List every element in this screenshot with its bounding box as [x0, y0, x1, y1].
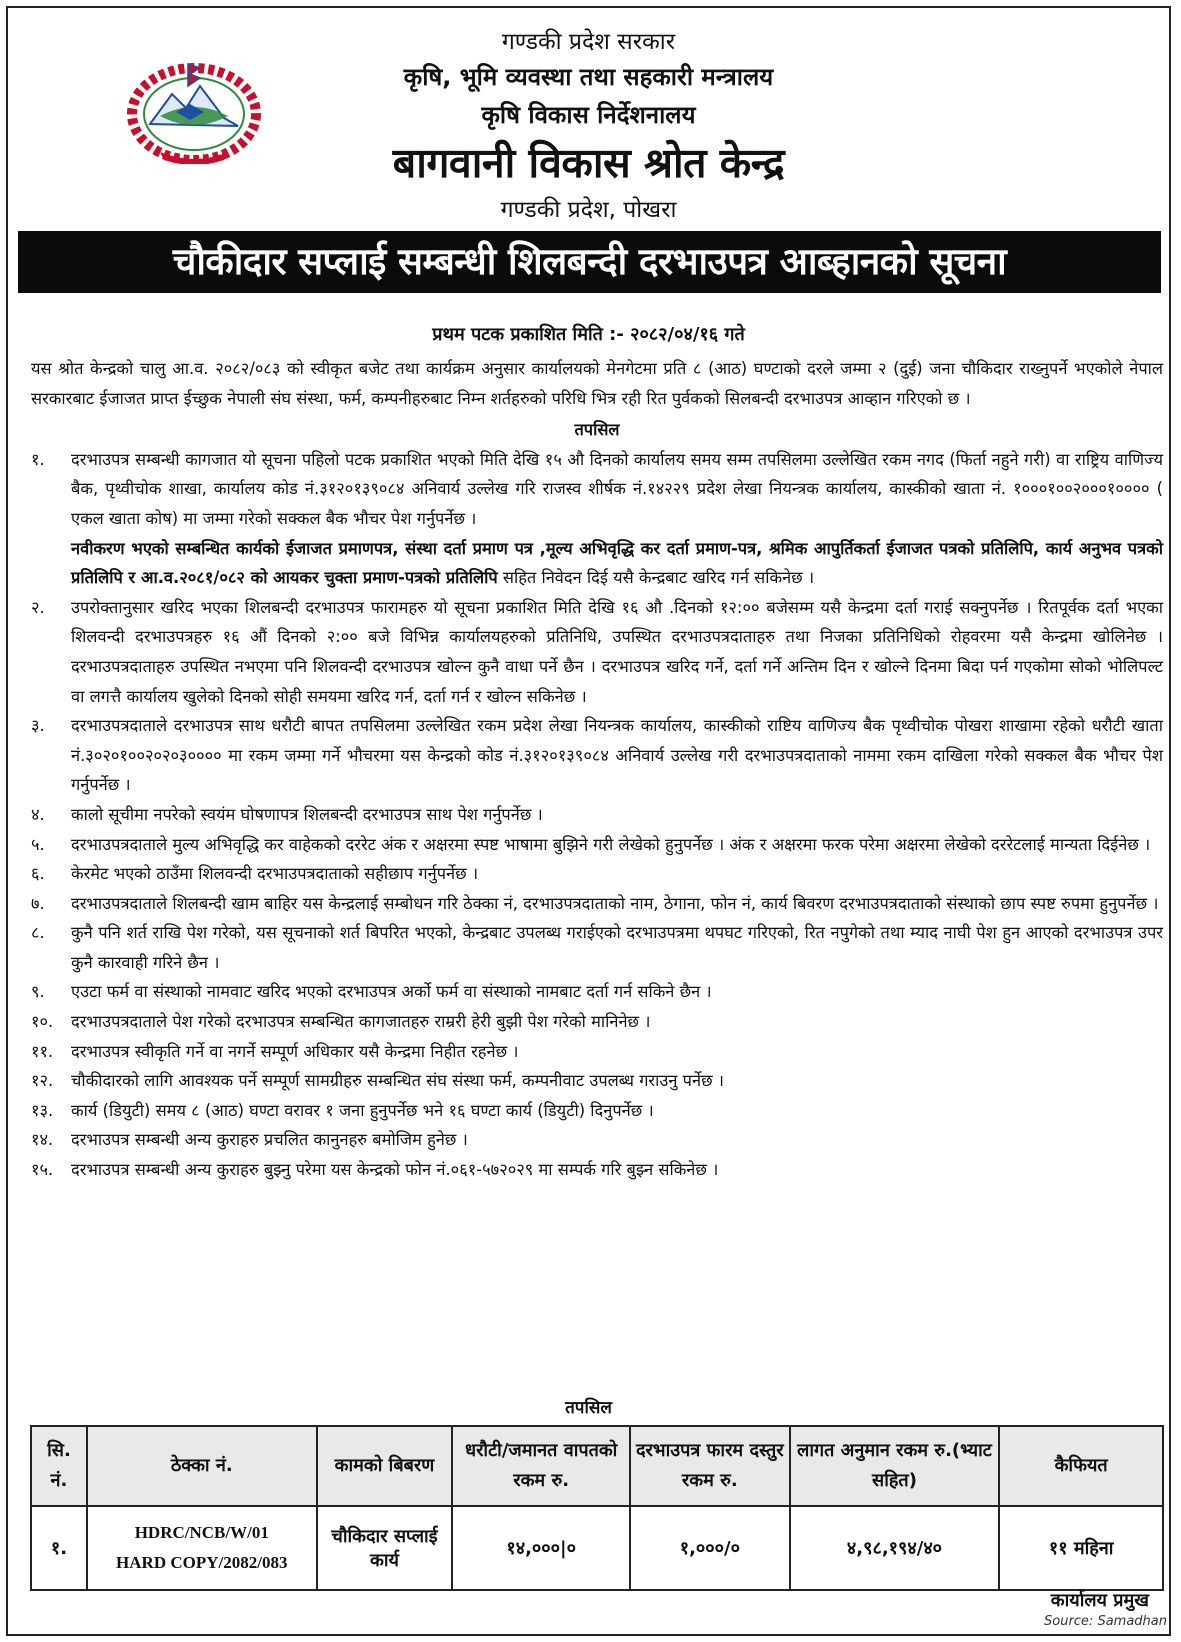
item-text: दरभाउपत्र सम्बन्धी अन्य कुराहरु बुझ्नु परेमा यस केन्द्रको फोन नं.०६१-५७२०२९ मा सम्पर्क गरि बुझ्न सकिनेछ । [71, 1160, 719, 1180]
column-header: दरभाउपत्र फारम दस्तुर रकम रु. [630, 1426, 790, 1506]
item-number: ३. [31, 716, 45, 736]
item-number: १२. [31, 1071, 54, 1091]
item-number: ५. [31, 834, 45, 854]
item-text: दरभाउपत्रदाताले दरभाउपत्र साथ धरौटी बापत तपसिलमा उल्लेखित रकम प्रदेश लेखा नियन्त्रक कार्यालय, कास्कीको राष्टिय वाणिज्य बैक पृथ्वीचोक पोखरा शाखामा रहेको धरौटी खाता नं.३०२०१००२०२०३०००० मा रकम जम्मा गर्ने भौचरमा यस केन्द्रको कोड नं.३१२०१३९०८४ अनिवार्य उल्लेख गरी दरभाउपत्रदाताको नाममा रकम दाखिला गरेको सक्कल बैक भौचर पेश गर्नुपर्नेछ । [71, 716, 1163, 795]
ministry-name: कृषि, भूमि व्यवस्था तथा सहकारी मन्त्रालय [403, 63, 774, 91]
deposit-amount-cell: १४,०००|० [452, 1506, 630, 1590]
table-row [31, 1506, 1163, 1590]
organization-location: गण्डकी प्रदेश, पोखरा [500, 197, 677, 223]
list-item [31, 889, 1163, 919]
contract-number-line: HDRC/NCB/W/01 [134, 1523, 269, 1542]
source-credit: Source: Samadhan [1044, 1614, 1167, 1629]
notice-page [6, 6, 1171, 1636]
list-item [31, 1007, 1163, 1037]
item-number: २. [31, 597, 45, 617]
notice-body [31, 354, 1163, 1185]
item-number: १. [31, 449, 45, 469]
item-text: दरभाउपत्र स्वीकृति गर्ने वा नगर्ने सम्पूर्ण अधिकार यसै केन्द्रमा निहीत रहनेछ । [71, 1041, 519, 1061]
tender-table [30, 1425, 1164, 1591]
cost-estimate-cell: ४,९८,१९४/४० [790, 1506, 1000, 1590]
publication-date: प्रथम पटक प्रकाशित मिति :- २०८२/०४/१६ गते [432, 324, 745, 345]
list-item [31, 711, 1163, 800]
column-header: सि. नं. [31, 1426, 87, 1506]
required-documents-paragraph [71, 534, 1163, 593]
column-header: कैफियत [999, 1426, 1163, 1506]
item-number: १४. [31, 1130, 54, 1150]
column-header: लागत अनुमान रकम रु.(भ्याट सहित) [790, 1426, 1000, 1506]
item-number: ७. [31, 893, 45, 913]
notice-title-banner: चौकीदार सप्लाई सम्बन्धी शिलबन्दी दरभाउपत्र आब्हानको सूचना [18, 231, 1161, 293]
serial-number-cell: १. [31, 1506, 87, 1590]
list-item [31, 918, 1163, 977]
organization-name: बागवानी विकास श्रोत केन्द्र [392, 139, 785, 187]
item-text: दरभाउपत्रदाताले पेश गरेको दरभाउपत्र सम्बन्धित कागजातहरु राम्ररी हेरी बुझी पेश गरेको मानिनेछ । [71, 1012, 651, 1032]
signature-office-chief: कार्यालय प्रमुख [1050, 1590, 1149, 1611]
item-text: दरभाउपत्र सम्बन्धी अन्य कुराहरु प्रचलित कानुनहरु बमोजिम हुनेछ । [71, 1130, 468, 1150]
required-documents-bold: नवीकरण भएको सम्बन्धित कार्यको ईजाजत प्रमाणपत्र, संस्था दर्ता प्रमाण पत्र ,मूल्य अभिवृद्धि कर दर्ता प्रमाण-पत्र, श्रमिक आपुर्तिकर्ता ईजाजत पत्रको प्रतिलिपि, कार्य अनुभव पत्रको प्रतिलिपि र आ.व.२०८१/०८२ को आयकर चुक्ता प्रमाण-पत्रको प्रतिलिपि [71, 538, 1163, 588]
item-number: ११. [31, 1041, 54, 1061]
column-header: धरौटी/जमानत वापतको रकम रु. [452, 1426, 630, 1506]
directorate-name: कृषि विकास निर्देशनालय [481, 101, 696, 129]
item-number: ४. [31, 804, 45, 824]
item-number: ६. [31, 864, 45, 884]
required-documents-rest: सहित निवेदन दिई यसै केन्द्रबाट खरिद गर्न सकिनेछ । [497, 568, 815, 588]
list-item [31, 859, 1163, 889]
government-name: गण्डकी प्रदेश सरकार [501, 29, 676, 55]
list-item [31, 977, 1163, 1007]
table-header-row [31, 1426, 1163, 1506]
item-text: चौकीदारको लागि आवश्यक पर्ने सम्पूर्ण सामग्रीहरु सम्बन्धित संघ संस्था फर्म, कम्पनीवाट उपलब्ध गराउनु पर्नेछ । [71, 1071, 724, 1091]
item-text: कार्य (डियुटी) समय ८ (आठ) घण्टा वरावर १ जना हुनुपर्नेछ भने १६ घण्टा कार्य (डियुटी) दिनुपर्नेछ । [71, 1100, 654, 1120]
item-number: १५. [31, 1160, 54, 1180]
list-item [31, 1125, 1163, 1155]
list-item [31, 1037, 1163, 1067]
item-number: १३. [31, 1100, 54, 1120]
section-heading: तपसिल [574, 420, 620, 440]
list-item [31, 800, 1163, 830]
list-item [31, 593, 1163, 711]
item-number: ८. [31, 923, 45, 943]
table-heading: तपसिल [565, 1398, 612, 1418]
column-header: ठेक्का नं. [87, 1426, 317, 1506]
contract-number-cell [87, 1506, 317, 1590]
work-description-cell: चौकिदार सप्लाई कार्य [317, 1506, 453, 1590]
item-number: १०. [31, 1012, 54, 1032]
column-header: कामको बिबरण [317, 1426, 453, 1506]
item-text: कुनै पनि शर्त राखि पेश गरेको, यस सूचनाको शर्त बिपरित भएको, केन्द्रबाट उपलब्ध गराईएको दरभाउपत्रमा थपघट गरिएको, रित नपुगेको तथा म्याद नाघी पेश हुन आएको दरभाउपत्र उपर कुनै कारवाही गरिने छैन । [71, 923, 1163, 972]
remarks-cell: ११ महिना [999, 1506, 1163, 1590]
item-text: एउटा फर्म वा संस्थाको नामवाट खरिद भएको दरभाउपत्र अर्को फर्म वा संस्थाको नामबाट दर्ता गर्न सकिने छैन । [71, 982, 712, 1002]
list-item [31, 830, 1163, 860]
item-text: कालो सूचीमा नपरेको स्वयंम घोषणापत्र शिलबन्दी दरभाउपत्र साथ पेश गर्नुपर्नेछ । [71, 804, 543, 824]
item-text: केरमेट भएको ठाउँमा शिलवन्दी दरभाउपत्रदाताको सहीछाप गर्नुपर्नेछ । [71, 864, 479, 884]
list-item [31, 1096, 1163, 1126]
list-item [31, 445, 1163, 534]
form-fee-cell: १,०००/० [630, 1506, 790, 1590]
item-text: दरभाउपत्रदाताले मुल्य अभिवृद्धि कर वाहेकको दररेट अंक र अक्षरमा स्पष्ट भाषामा बुझिने गरी लेखेको हुनुपर्नेछ । अंक र अक्षरमा फरक परेमा अक्षरमा लेखेको दररेटलाई मान्यता दिईनेछ । [71, 834, 1151, 854]
intro-paragraph: यस श्रोत केन्द्रको चालु आ.व. २०८२/०८३ को स्वीकृत बजेट तथा कार्यक्रम अनुसार कार्यालयको मेनगेटमा प्रति ८ (आठ) घण्टाको दरले जम्मा २ (दुई) जना चौकिदार राख्नुपर्ने भएकोले नेपाल सरकारबाट ईजाजत प्राप्त ईच्छुक नेपाली संघ संस्था, फर्म, कम्पनीहरुबाट निम्न शर्तहरुको परिधि भित्र रही रित पुर्वकको सिलबन्दी दरभाउपत्र आव्हान गरिएको छ । [31, 359, 1163, 408]
list-item [31, 1066, 1163, 1096]
item-text: दरभाउपत्रदाताले शिलबन्दी खाम बाहिर यस केन्द्रलाई सम्बोधन गरि ठेक्का नं, दरभाउपत्रदाताको नाम, ठेगाना, फोन नं, कार्य बिवरण दरभाउपत्रदाताको संस्थाको छाप स्पष्ट रुपमा हुनुपर्नेछ । [71, 893, 1159, 913]
item-number: ९. [31, 982, 45, 1002]
contract-number-line: HARD COPY/2082/083 [116, 1553, 288, 1572]
list-item [31, 1155, 1163, 1185]
item-text: उपरोक्तानुसार खरिद भएका शिलबन्दी दरभाउपत्र फारामहरु यो सूचना प्रकाशित मिति देखि १६ औ .दिनको १२:०० बजेसम्म यसै केन्द्रमा दर्ता गराई सक्नुपर्नेछ । रितपूर्वक दर्ता भएका शिलवन्दी दरभाउपत्रहरु १६ औं दिनको २:०० बजे विभिन्न कार्यालयहरुको प्रतिनिधि, उपस्थित दरभाउपत्रदाताहरु तथा निजका प्रतिनिधिको रोहवरमा यसै केन्द्रमा खोलिनेछ । दरभाउपत्रदाताहरु उपस्थित नभएमा पनि शिलवन्दी दरभाउपत्र खोल्न कुनै वाधा पर्ने छैन । दरभाउपत्र खरिद गर्ने, दर्ता गर्ने अन्तिम दिन र खोल्ने दिनमा बिदा पर्न गएकोमा सोको भोलिपल्ट वा लगत्तै कार्यालय खुलेको दिनको सोही समयमा खरिद गर्न, दर्ता गर्न र खोल्न सकिनेछ । [71, 597, 1163, 706]
item-text: दरभाउपत्र सम्बन्धी कागजात यो सूचना पहिलो पटक प्रकाशित भएको मिति देखि १५ औ दिनको कार्यालय समय सम्म तपसिलमा उल्लेखित रकम नगद (फिर्ता नहुने गरी) वा राष्ट्रिय वाणिज्य बैक, पृथ्वीचोक शाखा, कार्यालय कोड नं.३१२०१३९०८४ अनिवार्य उल्लेख गरि राजस्व शीर्षक नं.१४२२९ प्रदेश लेखा नियन्त्रक कार्यालय, कास्कीको खाता नं. १०००१००२०००१०००० ( एकल खाता कोष) मा जम्मा गरेको सक्कल बैक भौचर पेश गर्नुपर्नेछ । [71, 449, 1163, 528]
